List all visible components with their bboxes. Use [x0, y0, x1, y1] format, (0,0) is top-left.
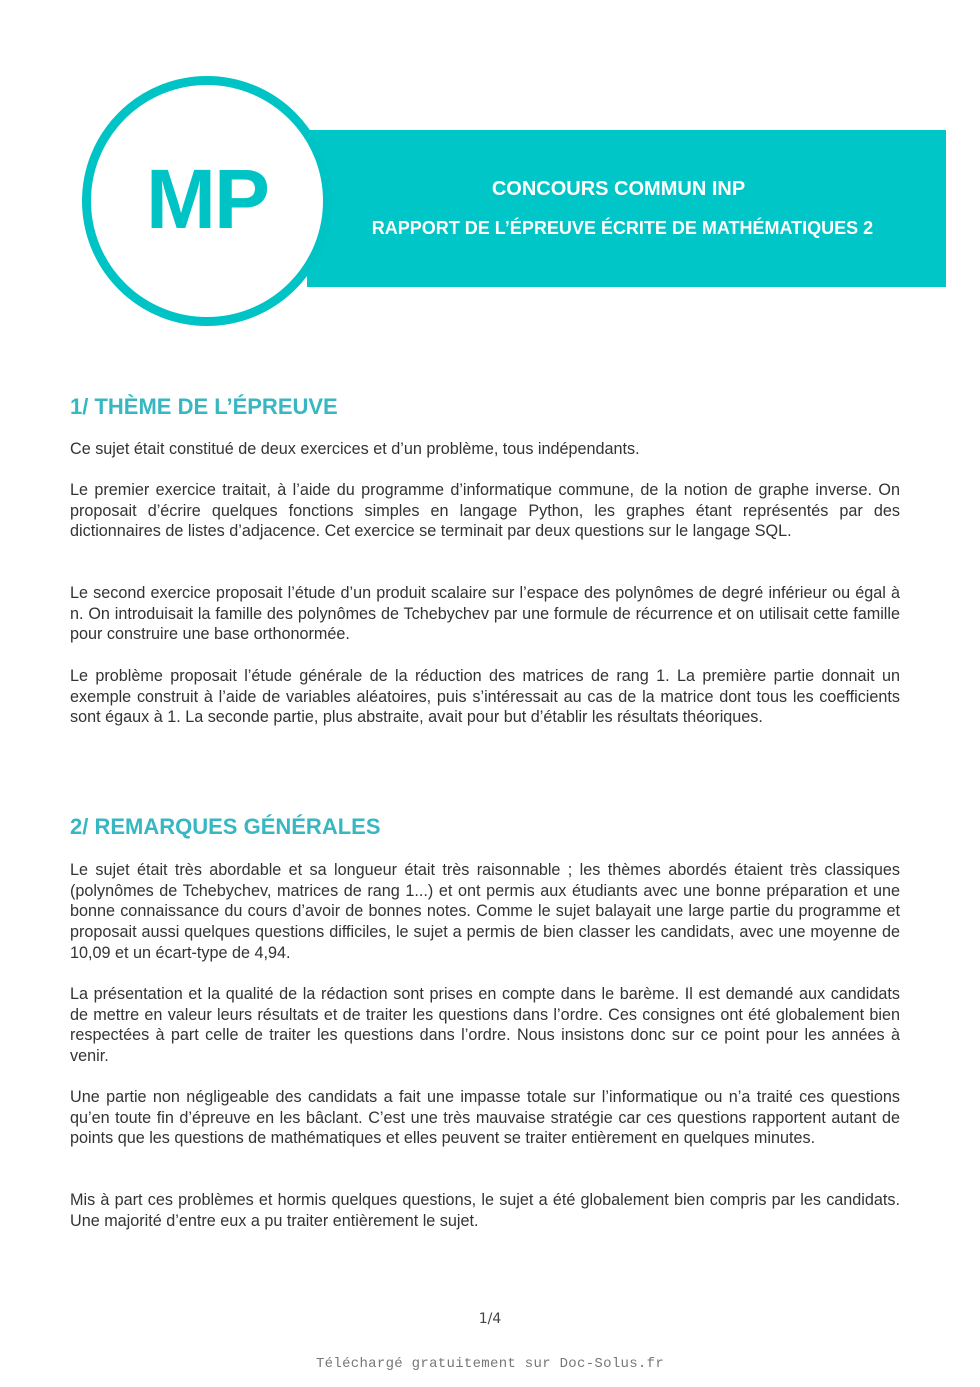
paragraph: Une partie non négligeable des candidats a fait une impasse totale sur l’informatique ou n’a traité ces questions qu’en toute fin d’épreuve en les bâclant. C’est une très mauvaise stratégie car ces questions rapportent autant de points que les questions de mathématiques et elles peuvent se traiter entièrement en quelques minutes.	[70, 1088, 900, 1148]
logo-text: MP	[146, 152, 268, 246]
paragraph: Le second exercice proposait l’étude d’un produit scalaire sur l’espace des polynômes de degré inférieur ou égal à n. On introduisait la famille des polynômes de Tchebychev par une formule de récurrence et on utilisait cette famille pour construire une base orthonormée.	[70, 584, 900, 644]
paragraph: Le problème proposait l’étude générale de la réduction des matrices de rang 1. La première partie donnait un exemple construit à l’aide de variables aléatoires, puis s’intéressait au cas de la matrice dont tous les coefficients sont égaux à 1. La seconde partie, plus abstraite, avait pour but d’établir les résultats théoriques.	[70, 667, 900, 727]
page-number: 1/4	[478, 1311, 502, 1327]
paragraph: La présentation et la qualité de la rédaction sont prises en compte dans le barème. Il est demandé aux candidats de mettre en valeur leurs résultats et de traiter les questions dans l’ordre. Ces consignes ont été globalement bien respectées à part celle de traiter les questions dans l’ordre. Nous insistons donc sur ce point pour les années à venir.	[70, 985, 900, 1066]
mp-logo-circle	[82, 76, 332, 326]
section-heading-remarques: 2/ REMARQUES GÉNÉRALES	[70, 814, 381, 839]
header-banner	[307, 130, 946, 287]
section-heading-theme: 1/ THÈME DE L’ÉPREUVE	[70, 394, 338, 419]
download-footer: Téléchargé gratuitement sur Doc-Solus.fr	[315, 1356, 665, 1372]
paragraph: Le sujet était très abordable et sa longueur était très raisonnable ; les thèmes abordés étaient très classiques (polynômes de Tchebychev, matrices de rang 1...) et ont permis aux étudiants avec une bonne préparation et une bonne connaissance du cours d’avoir de bonnes notes. Comme le sujet balayait une large partie du programme et proposait aussi quelques questions difficiles, le sujet a permis de bien classer les candidats, avec une moyenne de 10,09 et un écart-type de 4,94.	[70, 861, 900, 962]
banner-title: CONCOURS COMMUN INP	[491, 178, 746, 200]
paragraph: Le premier exercice traitait, à l’aide du programme d’informatique commune, de la notion de graphe inverse. On proposait d’écrire quelques fonctions simples en langage Python, les graphes étant représentés par des dictionnaires de listes d’adjacence. Cet exercice se terminait par deux questions sur le langage SQL.	[70, 481, 900, 541]
paragraph: Mis à part ces problèmes et hormis quelques questions, le sujet a été globalement bien compris par les candidats. Une majorité d’entre eux a pu traiter entièrement le sujet.	[70, 1191, 900, 1230]
banner-subtitle: RAPPORT DE L’ÉPREUVE ÉCRITE DE MATHÉMATIQUES 2	[371, 218, 874, 238]
paragraph: Ce sujet était constitué de deux exercices et d’un problème, tous indépendants.	[70, 440, 640, 458]
